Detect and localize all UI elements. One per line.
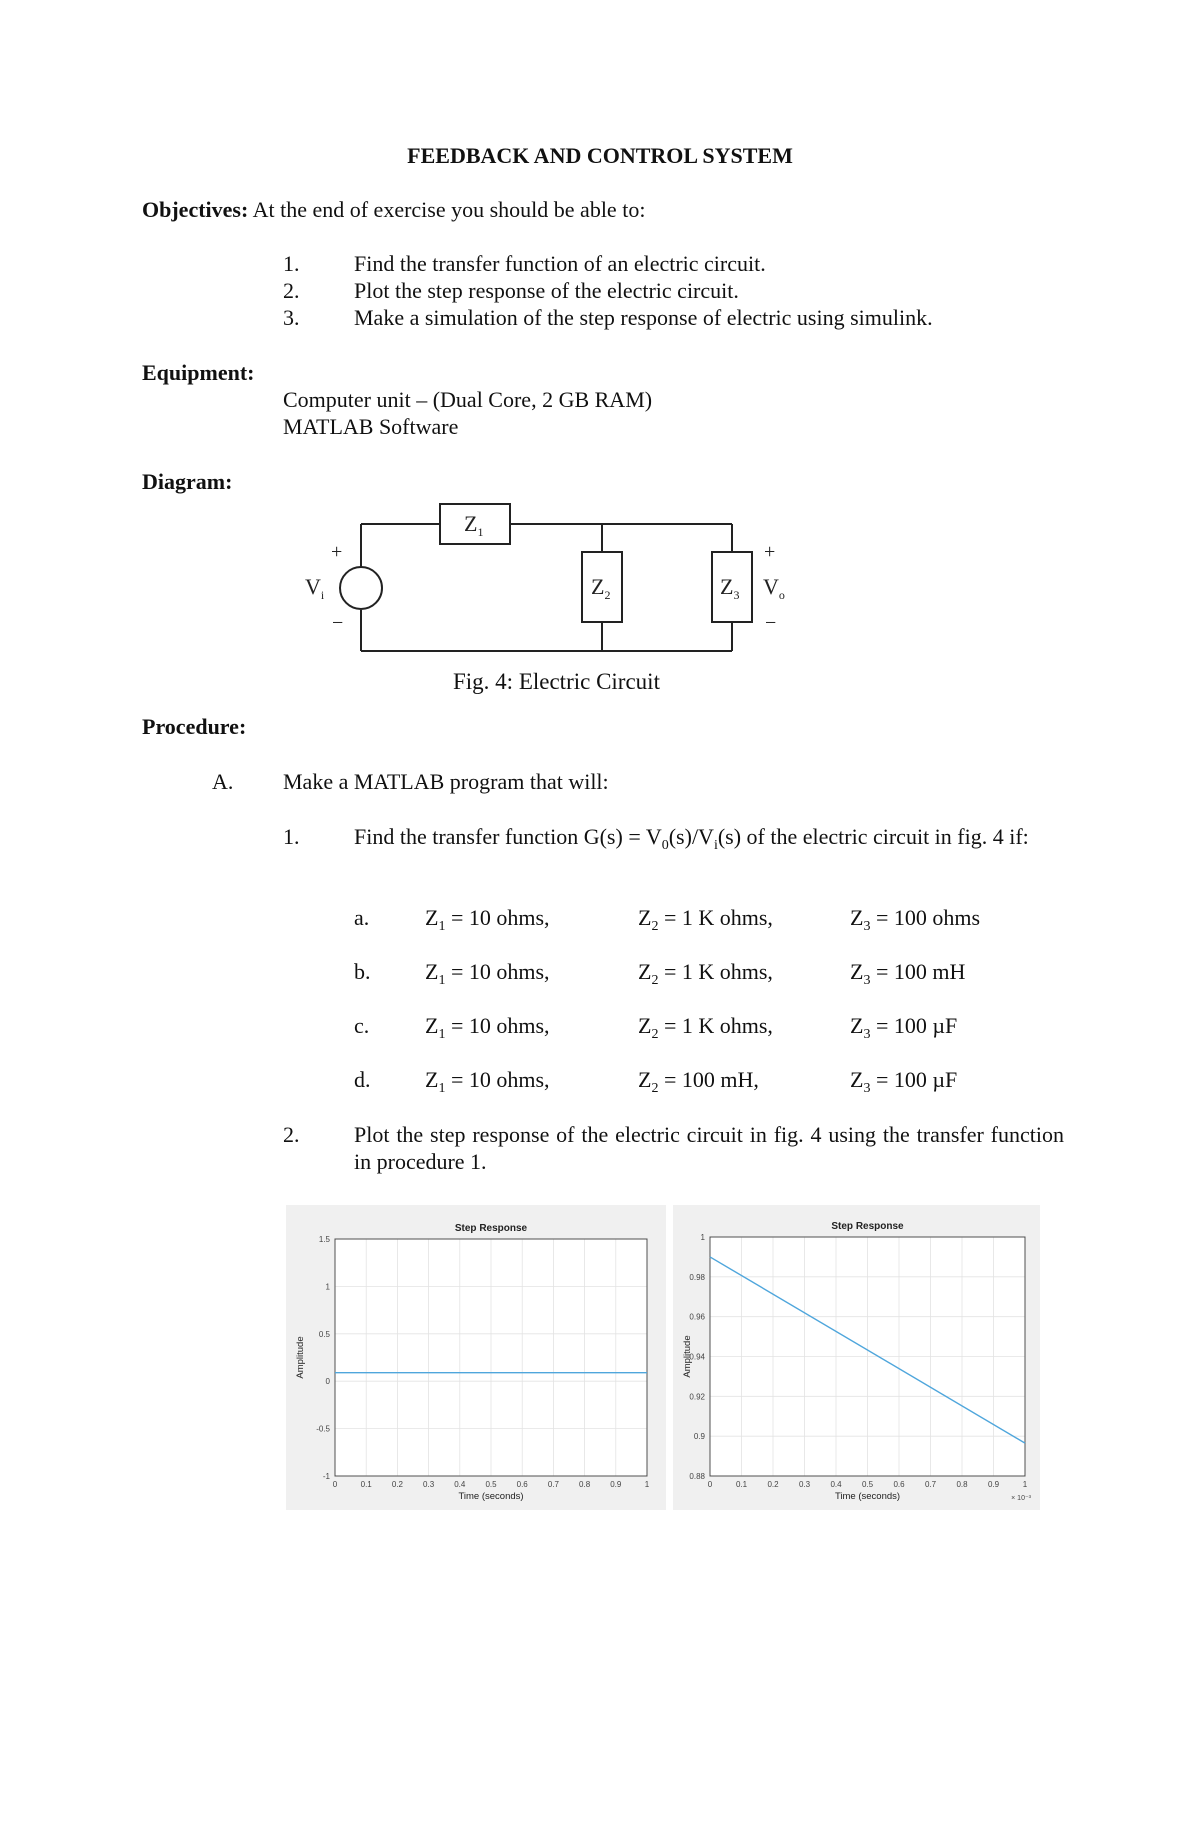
equipment-label: Equipment: <box>142 360 255 385</box>
x-tick-label: 0.9 <box>987 1480 1000 1489</box>
objectives-label: Objectives: <box>142 197 249 222</box>
case-b-z2: $Z_2 = 1$ K ohms, <box>638 959 773 988</box>
chart-1-svg <box>286 1205 666 1510</box>
case-a-letter: a. <box>354 905 370 930</box>
y-axis-label: Amplitude <box>682 1335 693 1378</box>
x-tick-label: 1 <box>644 1480 650 1489</box>
case-d-z2: $Z_2 = 100$ mH, <box>638 1067 759 1096</box>
chart-2-svg <box>673 1205 1040 1510</box>
x-tick-label: 0.1 <box>735 1480 748 1489</box>
y-tick-label: 1 <box>700 1233 705 1242</box>
x-axis-label: Time (seconds) <box>834 1491 901 1502</box>
x-tick-label: 0.9 <box>610 1480 622 1489</box>
x-tick-label: 0.4 <box>830 1480 842 1489</box>
voltage-source-icon <box>340 567 382 609</box>
case-a-z1: $Z_1 = 10$ ohms, <box>425 905 550 934</box>
objective-text-1: Find the transfer function of an electric circuit. <box>354 251 766 276</box>
procedure-label: Procedure: <box>142 714 247 739</box>
x-tick-label: 0.1 <box>360 1480 372 1489</box>
y-tick-label: 0 <box>325 1377 330 1387</box>
step-response-chart-2 <box>673 1205 1040 1510</box>
objectives-intro: At the end of exercise you should be able to: <box>252 197 646 222</box>
objectives-line <box>142 196 645 223</box>
case-c-letter: c. <box>354 1013 370 1038</box>
y-tick-label: 0.5 <box>318 1329 330 1339</box>
vi-minus: − <box>332 612 344 634</box>
case-b-letter: b. <box>354 959 371 984</box>
step2-num: 2. <box>283 1122 300 1147</box>
vo-minus: − <box>765 612 777 634</box>
x-tick-label: 0.8 <box>579 1480 591 1489</box>
chart-title: Step Response <box>454 1223 528 1234</box>
case-c-z2: $Z_2 = 1$ K ohms, <box>638 1013 773 1042</box>
x-tick-label: 0.8 <box>956 1480 968 1489</box>
chart-title: Step Response <box>831 1221 904 1232</box>
x-tick-label: 0.7 <box>924 1480 937 1489</box>
document-title: FEEDBACK AND CONTROL SYSTEM <box>407 143 793 168</box>
x-tick-label: 0 <box>707 1480 713 1489</box>
vi-label: $V_i$ <box>305 574 325 602</box>
case-a-z2: $Z_2 = 1$ K ohms, <box>638 905 773 934</box>
diagram-label: Diagram: <box>142 469 233 494</box>
x-tick-label: 0.6 <box>516 1480 528 1489</box>
case-b-z3: $Z_3 = 100$ mH <box>850 959 966 988</box>
case-a-z3: $Z_3 = 100$ ohms <box>850 905 981 934</box>
objective-num-2: 2. <box>283 278 300 303</box>
y-tick-label: 0.98 <box>689 1272 705 1282</box>
y-tick-label: 0.96 <box>689 1312 705 1322</box>
x-tick-label: 0.5 <box>485 1480 497 1489</box>
objective-num-3: 3. <box>283 305 300 330</box>
z2-label: $Z_2$ <box>591 574 611 602</box>
figure-caption: Fig. 4: Electric Circuit <box>453 669 660 694</box>
y-tick-label: 0.9 <box>693 1432 705 1442</box>
y-tick-label: 0.88 <box>689 1472 705 1481</box>
case-c-z3: $Z_3 = 100$ µF <box>850 1013 958 1042</box>
vo-label: $V_o$ <box>763 574 785 602</box>
x-tick-label: 0.4 <box>454 1480 466 1489</box>
x-tick-label: 0.2 <box>767 1480 779 1489</box>
case-c-z1: $Z_1 = 10$ ohms, <box>425 1013 550 1042</box>
case-d-z3: $Z_3 = 100$ µF <box>850 1067 958 1096</box>
y-tick-label: 1.5 <box>318 1235 330 1244</box>
case-d-letter: d. <box>354 1067 371 1092</box>
y-tick-label: 0.94 <box>689 1352 705 1362</box>
vi-plus: + <box>331 541 343 563</box>
x-tick-label: 0.7 <box>547 1480 559 1489</box>
case-b-z1: $Z_1 = 10$ ohms, <box>425 959 550 988</box>
objective-num-1: 1. <box>283 251 300 276</box>
case-d-z1: $Z_1 = 10$ ohms, <box>425 1067 550 1096</box>
x-axis-label: Time (seconds) <box>458 1491 524 1502</box>
y-axis-label: Amplitude <box>295 1336 306 1379</box>
x-tick-label: 0.2 <box>391 1480 403 1489</box>
z3-label: $Z_3$ <box>720 574 740 602</box>
y-tick-label: 1 <box>325 1282 330 1292</box>
x-tick-label: 0.3 <box>798 1480 811 1489</box>
z1-label: $Z_1$ <box>464 511 484 539</box>
x-tick-label: 0 <box>332 1480 338 1489</box>
y-tick-label: 0.92 <box>689 1392 705 1402</box>
step-response-chart-1 <box>286 1205 666 1510</box>
step2-text: Plot the step response of the electric circuit in fig. 4 using the transfer function in procedure 1. <box>354 1122 1064 1174</box>
objective-text-2: Plot the step response of the electric circuit. <box>354 278 739 303</box>
step1-text: Find the transfer function $G(s) = V_0(s)/V_i(s)$ of the electric circuit in fig. 4 if: <box>354 824 1029 853</box>
x-tick-label: 0.6 <box>893 1480 905 1489</box>
x-multiplier-label: × 10⁻³ <box>1011 1495 1031 1502</box>
section-text: Make a MATLAB program that will: <box>283 769 609 794</box>
objective-text-3: Make a simulation of the step response of electric using simulink. <box>354 305 933 330</box>
step1-num: 1. <box>283 824 300 849</box>
vo-plus: + <box>764 541 776 563</box>
equipment-item-2: MATLAB Software <box>283 414 459 439</box>
x-tick-label: 0.5 <box>861 1480 874 1489</box>
section-letter: A. <box>212 769 234 794</box>
y-tick-label: -1 <box>322 1472 330 1481</box>
x-tick-label: 0.3 <box>423 1480 435 1489</box>
x-tick-label: 1 <box>1022 1480 1028 1489</box>
equipment-item-1: Computer unit – (Dual Core, 2 GB RAM) <box>283 387 653 412</box>
y-tick-label: -0.5 <box>316 1424 330 1434</box>
